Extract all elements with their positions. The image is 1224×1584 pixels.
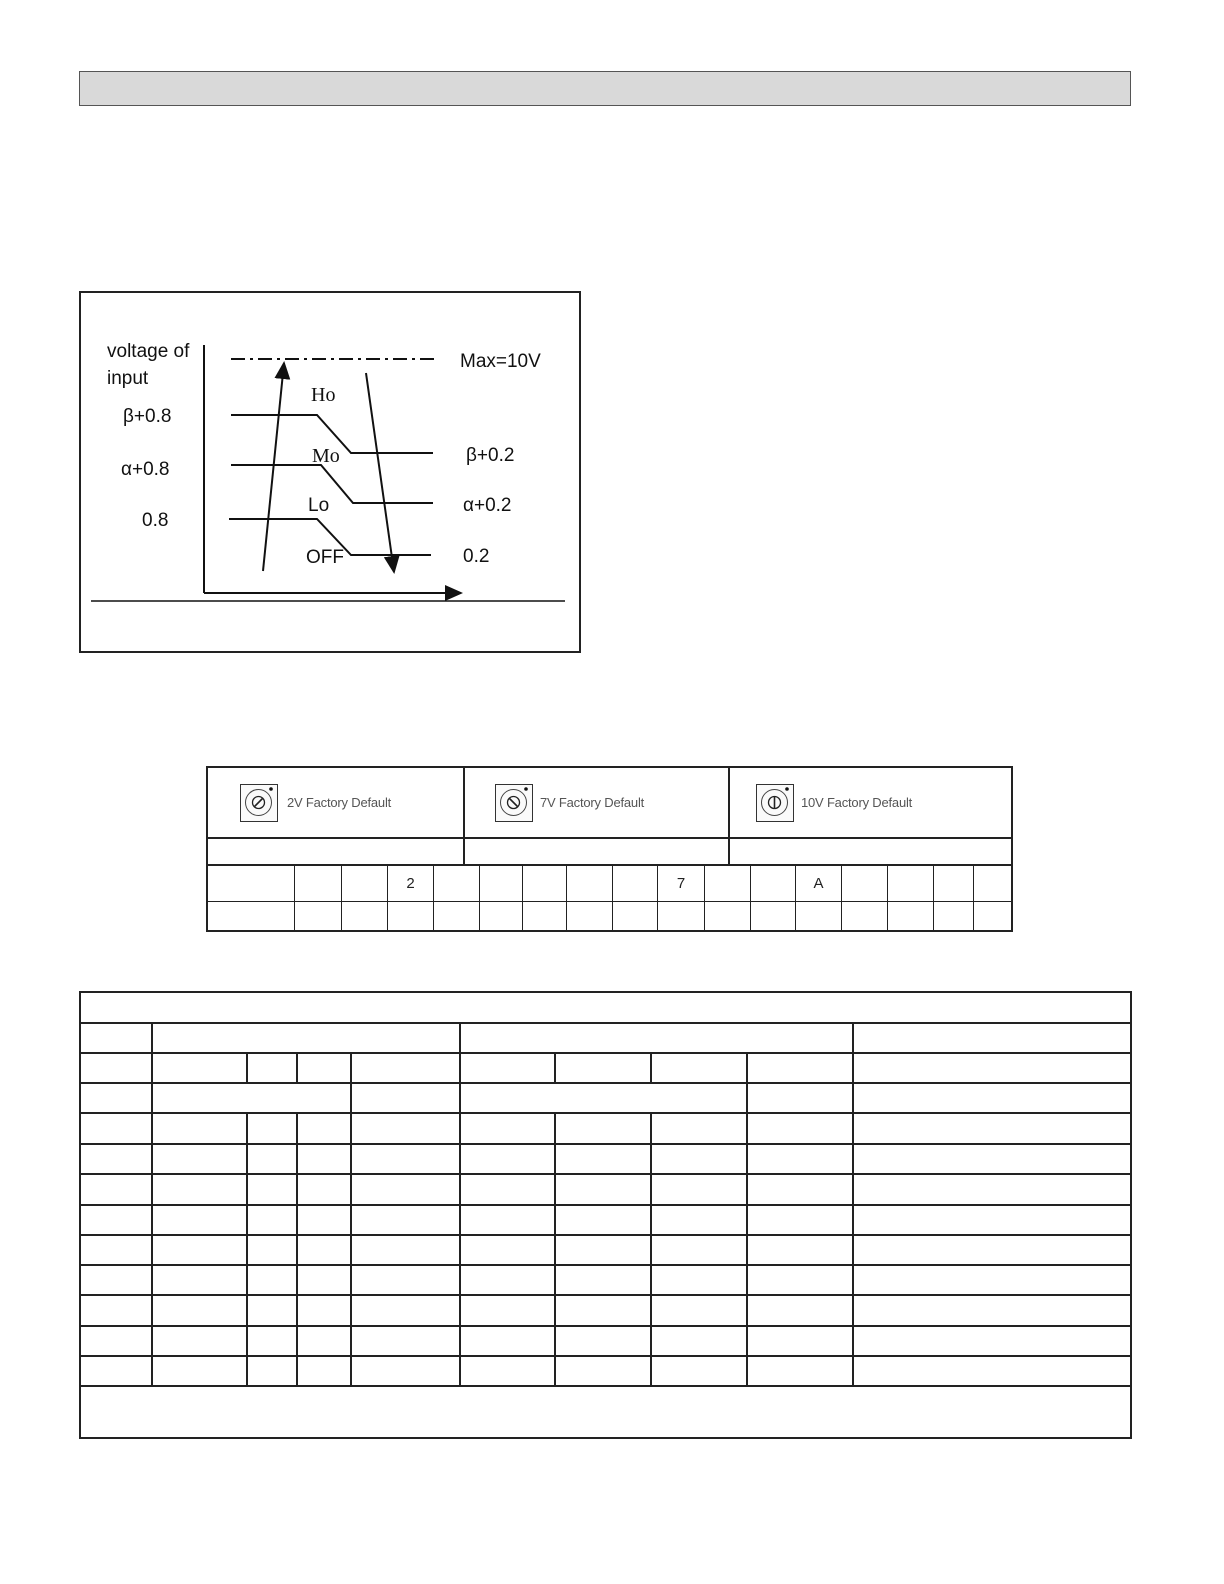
spec-col-divider (459, 1325, 461, 1355)
spec-col-divider (852, 1143, 854, 1173)
spec-col-divider (296, 1294, 298, 1325)
step-line-mo (231, 465, 433, 503)
dial-grid-cell (974, 902, 1011, 932)
spec-col-divider (746, 1143, 748, 1173)
spec-col-divider (459, 1052, 461, 1082)
spec-col-divider (151, 1204, 153, 1234)
dial-grid-cell (658, 902, 705, 932)
dial-grid-cell (934, 866, 974, 902)
spec-row-divider (81, 1234, 1130, 1236)
spec-col-divider (852, 1355, 854, 1385)
spec-col-divider (246, 1112, 248, 1143)
spec-col-divider (296, 1234, 298, 1264)
spec-row-divider (81, 1204, 1130, 1206)
falling-threshold-label-0: β+0.2 (466, 445, 515, 466)
spec-col-divider (554, 1173, 556, 1204)
spec-col-divider (852, 1022, 854, 1052)
spec-col-divider (852, 1052, 854, 1082)
spec-col-divider (350, 1234, 352, 1264)
spec-col-divider (746, 1234, 748, 1264)
spec-col-divider (650, 1143, 652, 1173)
spec-col-divider (246, 1173, 248, 1204)
specification-table (79, 991, 1132, 1439)
spec-col-divider (852, 1173, 854, 1204)
spec-col-divider (246, 1204, 248, 1234)
spec-col-divider (296, 1112, 298, 1143)
spec-col-divider (746, 1204, 748, 1234)
falling-threshold-label-2: 0.2 (463, 546, 490, 567)
spec-col-divider (350, 1143, 352, 1173)
spec-col-divider (650, 1204, 652, 1234)
spec-row-divider (81, 1052, 1130, 1054)
spec-col-divider (350, 1355, 352, 1385)
spec-col-divider (350, 1052, 352, 1082)
spec-row-divider (81, 1143, 1130, 1145)
spec-col-divider (296, 1143, 298, 1173)
dial-grid-cell (208, 866, 295, 902)
y-axis-label-line1: voltage of (107, 341, 190, 362)
spec-col-divider (554, 1234, 556, 1264)
dial-subrow-cell (208, 839, 465, 866)
y-axis-label-line2: input (107, 368, 149, 389)
dial-grid-cell (480, 902, 523, 932)
spec-col-divider (151, 1052, 153, 1082)
spec-col-divider (246, 1294, 248, 1325)
spec-col-divider (650, 1234, 652, 1264)
dial-grid-cell (295, 866, 342, 902)
spec-col-divider (852, 1112, 854, 1143)
spec-col-divider (650, 1294, 652, 1325)
dial-grid-cell (751, 902, 796, 932)
spec-col-divider (151, 1082, 153, 1112)
spec-col-divider (246, 1234, 248, 1264)
section-header-bar (79, 71, 1131, 106)
spec-col-divider (459, 1173, 461, 1204)
dial-grid-cell (613, 866, 658, 902)
falling-threshold-label-1: α+0.2 (463, 495, 512, 516)
dial-label-7v: 7V Factory Default (540, 795, 645, 810)
spec-col-divider (350, 1264, 352, 1294)
spec-col-divider (554, 1143, 556, 1173)
spec-row-divider (81, 1082, 1130, 1084)
spec-row-divider (81, 1173, 1130, 1175)
rising-threshold-label-1: α+0.8 (121, 459, 170, 480)
spec-col-divider (746, 1052, 748, 1082)
rising-arrow (263, 363, 284, 571)
dial-grid-cell (434, 902, 480, 932)
spec-row-divider (81, 1294, 1130, 1296)
dial-header-2v (208, 768, 465, 839)
spec-row-divider (81, 1325, 1130, 1327)
level-label-off: OFF (306, 547, 344, 568)
spec-col-divider (852, 1082, 854, 1112)
spec-col-divider (746, 1264, 748, 1294)
spec-col-divider (296, 1325, 298, 1355)
spec-col-divider (246, 1143, 248, 1173)
spec-col-divider (554, 1294, 556, 1325)
spec-col-divider (459, 1234, 461, 1264)
rising-threshold-label-2: 0.8 (142, 510, 169, 531)
spec-col-divider (650, 1264, 652, 1294)
spec-col-divider (746, 1112, 748, 1143)
dial-label-2v: 2V Factory Default (287, 795, 392, 810)
spec-col-divider (459, 1204, 461, 1234)
voltage-diagram (79, 291, 581, 653)
dial-setting-table (206, 766, 1013, 932)
spec-row-divider (81, 1112, 1130, 1114)
voltage-diagram-svg (81, 293, 579, 651)
spec-col-divider (746, 1325, 748, 1355)
spec-col-divider (459, 1294, 461, 1325)
dial-grid-cell (934, 902, 974, 932)
dial-grid-cell (342, 902, 388, 932)
rotary-dial-7v-icon (495, 784, 533, 822)
spec-col-divider (746, 1173, 748, 1204)
spec-col-divider (246, 1052, 248, 1082)
spec-col-divider (151, 1173, 153, 1204)
spec-col-divider (151, 1112, 153, 1143)
falling-arrow (366, 373, 394, 572)
spec-col-divider (296, 1264, 298, 1294)
spec-col-divider (296, 1355, 298, 1385)
spec-col-divider (296, 1204, 298, 1234)
spec-row-divider (81, 1385, 1130, 1387)
spec-col-divider (151, 1325, 153, 1355)
spec-col-divider (459, 1112, 461, 1143)
spec-col-divider (554, 1052, 556, 1082)
spec-col-divider (746, 1294, 748, 1325)
rotary-dial-10v-icon (756, 784, 794, 822)
spec-col-divider (554, 1355, 556, 1385)
level-label-lo: Lo (308, 495, 330, 516)
spec-col-divider (852, 1264, 854, 1294)
dial-grid-cell (888, 866, 934, 902)
rising-threshold-label-0: β+0.8 (123, 406, 172, 427)
spec-col-divider (151, 1143, 153, 1173)
dial-grid-cell (567, 866, 613, 902)
dial-header-7v (465, 768, 730, 839)
dial-grid-cell (523, 902, 567, 932)
spec-col-divider (246, 1325, 248, 1355)
dial-grid-value: 7 (658, 866, 705, 902)
spec-col-divider (554, 1204, 556, 1234)
spec-col-divider (350, 1082, 352, 1112)
spec-col-divider (459, 1082, 461, 1112)
spec-row-divider (81, 1022, 1130, 1024)
spec-col-divider (746, 1082, 748, 1112)
spec-col-divider (554, 1112, 556, 1143)
spec-col-divider (650, 1173, 652, 1204)
spec-col-divider (151, 1234, 153, 1264)
spec-row-divider (81, 1355, 1130, 1357)
dial-grid-cell (295, 902, 342, 932)
dial-grid-cell (567, 902, 613, 932)
dial-grid-cell (613, 902, 658, 932)
dial-grid-cell (480, 866, 523, 902)
dial-grid-cell (705, 866, 751, 902)
dial-grid-cell (434, 866, 480, 902)
spec-col-divider (746, 1355, 748, 1385)
spec-col-divider (350, 1325, 352, 1355)
dial-grid-cell (523, 866, 567, 902)
level-label-ho: Ho (311, 384, 336, 406)
spec-col-divider (554, 1325, 556, 1355)
spec-col-divider (151, 1264, 153, 1294)
spec-col-divider (459, 1264, 461, 1294)
spec-col-divider (554, 1264, 556, 1294)
spec-col-divider (852, 1204, 854, 1234)
dial-grid-cell (842, 902, 888, 932)
dial-grid-cell (842, 866, 888, 902)
dial-grid-cell (342, 866, 388, 902)
spec-col-divider (459, 1355, 461, 1385)
spec-col-divider (296, 1052, 298, 1082)
spec-col-divider (350, 1173, 352, 1204)
spec-col-divider (852, 1325, 854, 1355)
spec-col-divider (852, 1234, 854, 1264)
spec-col-divider (650, 1112, 652, 1143)
dial-subrow-cell (730, 839, 1011, 866)
spec-col-divider (246, 1355, 248, 1385)
spec-col-divider (650, 1052, 652, 1082)
dial-grid-cell (974, 866, 1011, 902)
dial-subrow-cell (465, 839, 730, 866)
spec-col-divider (350, 1294, 352, 1325)
rotary-dial-2v-icon (240, 784, 278, 822)
dial-grid-cell (796, 902, 842, 932)
spec-col-divider (459, 1143, 461, 1173)
dial-grid-cell (208, 902, 295, 932)
spec-col-divider (650, 1325, 652, 1355)
spec-col-divider (151, 1355, 153, 1385)
dial-grid-cell (705, 902, 751, 932)
max-label: Max=10V (460, 351, 541, 372)
spec-col-divider (151, 1294, 153, 1325)
dial-grid-cell (388, 902, 434, 932)
spec-col-divider (246, 1264, 248, 1294)
spec-col-divider (459, 1022, 461, 1052)
dial-grid-cell (888, 902, 934, 932)
spec-col-divider (350, 1112, 352, 1143)
dial-label-10v: 10V Factory Default (801, 795, 913, 810)
dial-grid-value: 2 (388, 866, 434, 902)
spec-col-divider (350, 1204, 352, 1234)
spec-col-divider (151, 1022, 153, 1052)
spec-col-divider (852, 1294, 854, 1325)
dial-grid-value: A (796, 866, 842, 902)
dial-grid-cell (751, 866, 796, 902)
level-label-mo: Mo (312, 445, 340, 467)
spec-row-divider (81, 1264, 1130, 1266)
dial-header-10v (730, 768, 1011, 839)
spec-col-divider (650, 1355, 652, 1385)
spec-col-divider (296, 1173, 298, 1204)
